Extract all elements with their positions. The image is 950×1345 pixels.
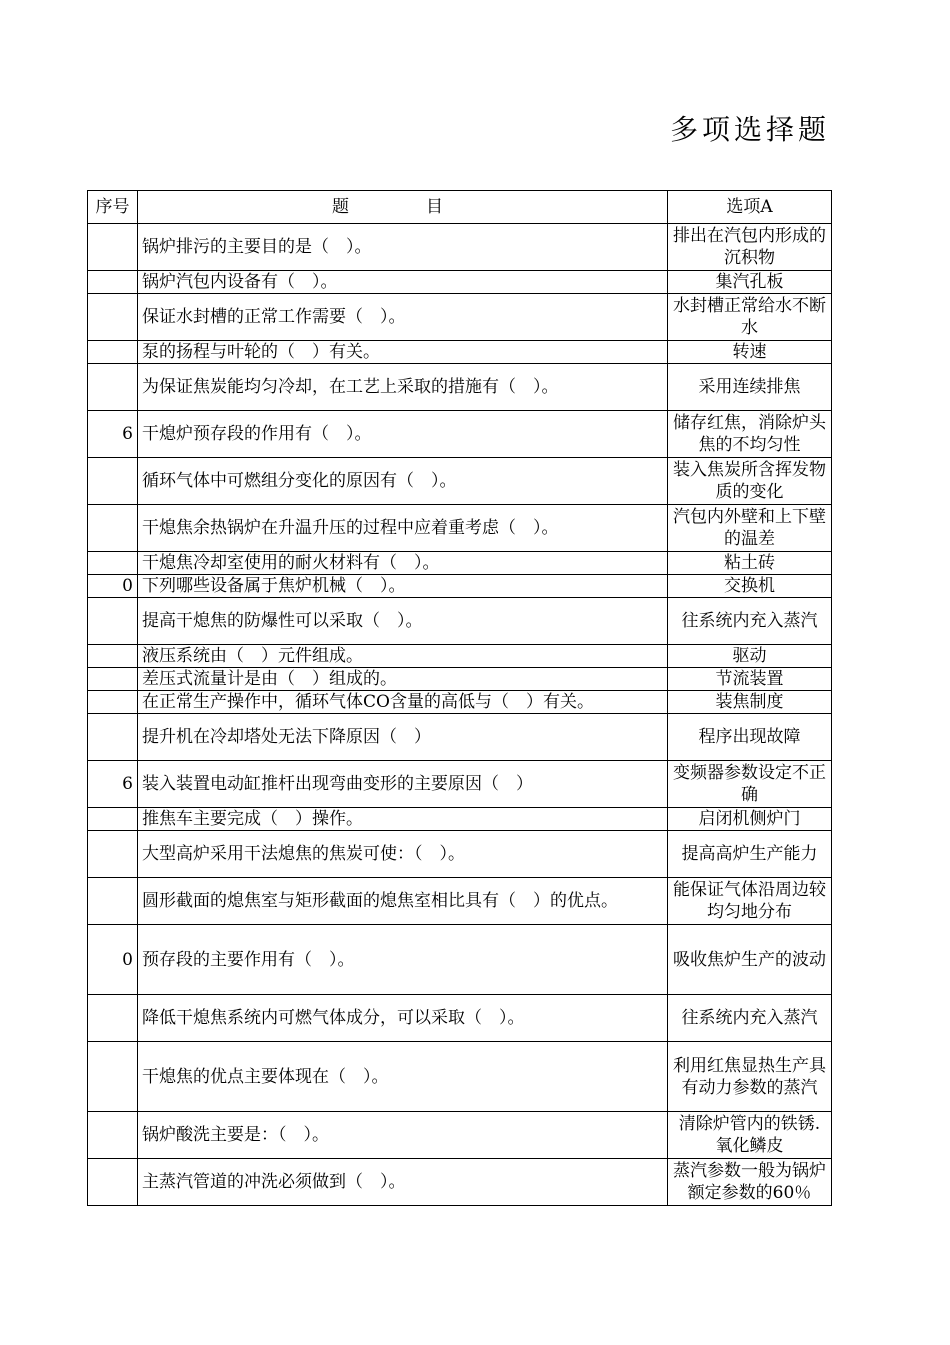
row-option-a: 启闭机侧炉门 (668, 808, 832, 831)
row-option-a: 利用红焦显热生产具有动力参数的蒸汽 (668, 1042, 832, 1112)
row-num: 0 (88, 575, 138, 598)
row-option-a: 变频器参数设定不正确 (668, 761, 832, 808)
row-num (88, 878, 138, 925)
row-option-a: 装入焦炭所含挥发物质的变化 (668, 458, 832, 505)
table-row (88, 645, 832, 668)
row-option-a: 水封槽正常给水不断水 (668, 294, 832, 341)
table-row (88, 1159, 832, 1206)
table-row (88, 364, 832, 411)
row-option-a: 吸收焦炉生产的波动 (668, 925, 832, 995)
row-question: 液压系统由（ ）元件组成。 (138, 645, 668, 668)
row-num (88, 341, 138, 364)
table-row (88, 294, 832, 341)
row-option-a: 程序出现故障 (668, 714, 832, 761)
row-option-a: 往系统内充入蒸汽 (668, 995, 832, 1042)
row-num (88, 224, 138, 271)
question-table (87, 190, 832, 1206)
row-question: 大型高炉采用干法熄焦的焦炭可使：（ ）。 (138, 831, 668, 878)
row-question: 干熄焦冷却室使用的耐火材料有（ ）。 (138, 552, 668, 575)
header-option-a: 选项A (668, 191, 832, 224)
header-num: 序号 (88, 191, 138, 224)
table-row (88, 995, 832, 1042)
row-question: 保证水封槽的正常工作需要（ ）。 (138, 294, 668, 341)
row-option-a: 储存红焦，消除炉头焦的不均匀性 (668, 411, 832, 458)
table-row (88, 1042, 832, 1112)
row-num (88, 1042, 138, 1112)
row-question: 干熄炉预存段的作用有（ ）。 (138, 411, 668, 458)
page-title: 多项选择题 (670, 113, 831, 146)
row-question: 锅炉排污的主要目的是（ ）。 (138, 224, 668, 271)
row-num (88, 808, 138, 831)
row-num (88, 691, 138, 714)
table-row (88, 341, 832, 364)
row-option-a: 提高高炉生产能力 (668, 831, 832, 878)
row-option-a: 粘土砖 (668, 552, 832, 575)
row-num (88, 995, 138, 1042)
table-row (88, 831, 832, 878)
row-option-a: 蒸汽参数一般为锅炉额定参数的60％ (668, 1159, 832, 1206)
row-question: 干熄焦余热锅炉在升温升压的过程中应着重考虑（ ）。 (138, 505, 668, 552)
table-row (88, 668, 832, 691)
table-row (88, 1112, 832, 1159)
table-row (88, 714, 832, 761)
row-question: 提升机在冷却塔处无法下降原因（ ） (138, 714, 668, 761)
row-option-a: 采用连续排焦 (668, 364, 832, 411)
row-num (88, 668, 138, 691)
table-row (88, 552, 832, 575)
row-num (88, 294, 138, 341)
row-option-a: 交换机 (668, 575, 832, 598)
header-row (88, 191, 832, 224)
table-row (88, 458, 832, 505)
row-num (88, 505, 138, 552)
row-num (88, 598, 138, 645)
header-question: 题 目 (138, 191, 668, 224)
row-option-a: 节流装置 (668, 668, 832, 691)
row-option-a: 驱动 (668, 645, 832, 668)
row-num (88, 458, 138, 505)
row-option-a: 汽包内外壁和上下壁的温差 (668, 505, 832, 552)
row-option-a: 装焦制度 (668, 691, 832, 714)
table-row (88, 761, 832, 808)
row-num (88, 552, 138, 575)
table-row (88, 271, 832, 294)
row-num (88, 714, 138, 761)
row-num (88, 364, 138, 411)
row-question: 圆形截面的熄焦室与矩形截面的熄焦室相比具有（ ）的优点。 (138, 878, 668, 925)
row-num (88, 271, 138, 294)
row-question: 推焦车主要完成（ ）操作。 (138, 808, 668, 831)
row-question: 主蒸汽管道的冲洗必须做到（ ）。 (138, 1159, 668, 1206)
row-question: 锅炉汽包内设备有（ ）。 (138, 271, 668, 294)
table-row (88, 224, 832, 271)
row-question: 锅炉酸洗主要是：（ ）。 (138, 1112, 668, 1159)
row-num (88, 831, 138, 878)
row-question: 预存段的主要作用有（ ）。 (138, 925, 668, 995)
row-num: 6 (88, 411, 138, 458)
row-option-a: 排出在汽包内形成的沉积物 (668, 224, 832, 271)
table-row (88, 808, 832, 831)
row-option-a: 转速 (668, 341, 832, 364)
table-row (88, 691, 832, 714)
row-question: 差压式流量计是由（ ）组成的。 (138, 668, 668, 691)
row-question: 下列哪些设备属于焦炉机械（ ）。 (138, 575, 668, 598)
row-option-a: 能保证气体沿周边较均匀地分布 (668, 878, 832, 925)
table-row (88, 411, 832, 458)
row-question: 在正常生产操作中，循环气体CO含量的高低与（ ）有关。 (138, 691, 668, 714)
row-question: 为保证焦炭能均匀冷却，在工艺上采取的措施有（ ）。 (138, 364, 668, 411)
row-question: 提高干熄焦的防爆性可以采取（ ）。 (138, 598, 668, 645)
row-num (88, 645, 138, 668)
table-row (88, 925, 832, 995)
row-num (88, 1159, 138, 1206)
row-question: 干熄焦的优点主要体现在（ ）。 (138, 1042, 668, 1112)
row-num: 6 (88, 761, 138, 808)
table-row (88, 575, 832, 598)
row-question: 循环气体中可燃组分变化的原因有（ ）。 (138, 458, 668, 505)
row-option-a: 集汽孔板 (668, 271, 832, 294)
table-row (88, 505, 832, 552)
row-question: 装入装置电动缸推杆出现弯曲变形的主要原因（ ） (138, 761, 668, 808)
row-num (88, 1112, 138, 1159)
row-option-a: 清除炉管内的铁锈.氧化鳞皮 (668, 1112, 832, 1159)
row-question: 泵的扬程与叶轮的（ ）有关。 (138, 341, 668, 364)
row-question: 降低干熄焦系统内可燃气体成分，可以采取（ ）。 (138, 995, 668, 1042)
table-row (88, 598, 832, 645)
table-row (88, 878, 832, 925)
row-num: 0 (88, 925, 138, 995)
row-option-a: 往系统内充入蒸汽 (668, 598, 832, 645)
